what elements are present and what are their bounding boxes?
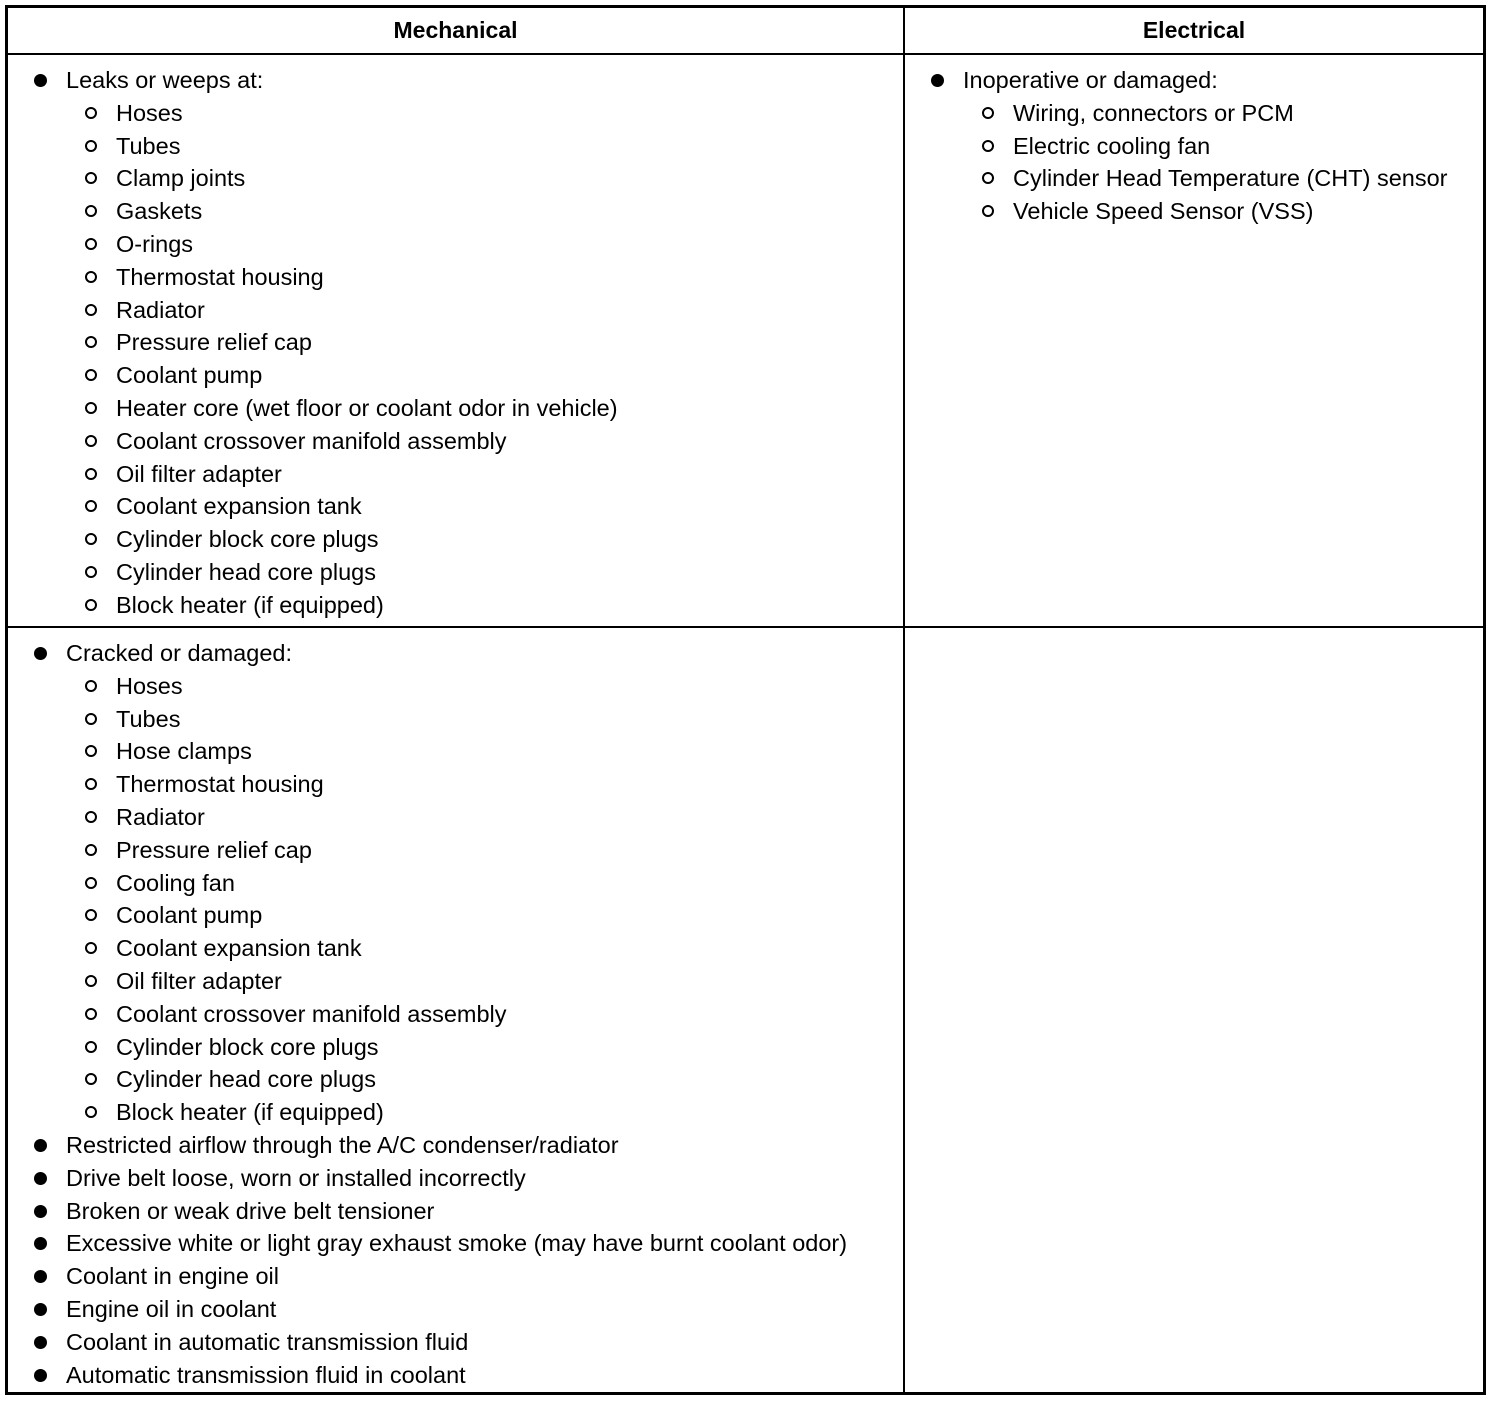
hollow-circle-bullet-icon xyxy=(982,140,994,152)
hollow-circle-bullet-icon xyxy=(982,205,994,217)
list-item-text: Gaskets xyxy=(116,198,203,225)
list-item-text: Cylinder head core plugs xyxy=(116,558,376,585)
hollow-circle-bullet-icon xyxy=(85,1041,97,1053)
list-item-text: Radiator xyxy=(116,296,205,323)
list-item-text: Coolant expansion tank xyxy=(116,935,362,962)
row1-mechanical-list xyxy=(8,64,903,622)
list-item-text: Cylinder Head Temperature (CHT) sensor xyxy=(1013,165,1448,192)
sub-list-item xyxy=(8,834,903,867)
sub-list-item xyxy=(905,195,1483,228)
hollow-circle-bullet-icon xyxy=(85,172,97,184)
sub-list-item xyxy=(8,97,903,130)
sub-list-item xyxy=(8,261,903,294)
sub-list-item xyxy=(8,801,903,834)
sub-list-item xyxy=(8,326,903,359)
filled-circle-bullet-icon xyxy=(931,74,944,87)
list-item-text: Cylinder head core plugs xyxy=(116,1066,376,1093)
sub-list-item xyxy=(8,458,903,491)
hollow-circle-bullet-icon xyxy=(85,975,97,987)
list-item-text: Engine oil in coolant xyxy=(66,1295,277,1322)
list-item-text: Coolant crossover manifold assembly xyxy=(116,1000,507,1027)
row2-electrical-cell xyxy=(905,628,1483,1392)
hollow-circle-bullet-icon xyxy=(85,713,97,725)
sub-list-item xyxy=(8,703,903,736)
hollow-circle-bullet-icon xyxy=(85,402,97,414)
list-item-text: Block heater (if equipped) xyxy=(116,591,384,618)
list-item-text: Heater core (wet floor or coolant odor in vehicle) xyxy=(116,394,618,421)
sub-list-item xyxy=(8,932,903,965)
list-item-text: Tubes xyxy=(116,132,181,159)
hollow-circle-bullet-icon xyxy=(85,500,97,512)
hollow-circle-bullet-icon xyxy=(85,1008,97,1020)
hollow-circle-bullet-icon xyxy=(85,844,97,856)
list-item-text: Cylinder block core plugs xyxy=(116,526,379,553)
filled-circle-bullet-icon xyxy=(34,1172,47,1185)
filled-circle-bullet-icon xyxy=(34,74,47,87)
list-item xyxy=(8,1293,903,1326)
list-item-text: Coolant pump xyxy=(116,362,263,389)
list-item-text: Coolant pump xyxy=(116,902,263,929)
list-item-text: Oil filter adapter xyxy=(116,967,282,994)
sub-list-item xyxy=(8,768,903,801)
list-item-text: Coolant crossover manifold assembly xyxy=(116,427,507,454)
filled-circle-bullet-icon xyxy=(34,1237,47,1250)
hollow-circle-bullet-icon xyxy=(85,107,97,119)
list-item xyxy=(8,637,903,670)
list-item-text: Pressure relief cap xyxy=(116,329,312,356)
header-electrical xyxy=(905,8,1483,55)
list-item-text: Pressure relief cap xyxy=(116,836,312,863)
sub-list-item xyxy=(8,589,903,622)
list-item-text: Cracked or damaged: xyxy=(66,640,292,666)
list-item xyxy=(8,1195,903,1228)
hollow-circle-bullet-icon xyxy=(85,304,97,316)
sub-list-item xyxy=(8,998,903,1031)
list-item-text: Coolant in engine oil xyxy=(66,1263,279,1290)
hollow-circle-bullet-icon xyxy=(85,336,97,348)
row2-mechanical-cell xyxy=(8,628,905,1392)
sub-list-item xyxy=(8,1063,903,1096)
list-item-text: Radiator xyxy=(116,803,205,830)
hollow-circle-bullet-icon xyxy=(85,533,97,545)
hollow-circle-bullet-icon xyxy=(85,680,97,692)
list-item-text: Coolant in automatic transmission fluid xyxy=(66,1328,469,1355)
hollow-circle-bullet-icon xyxy=(85,599,97,611)
list-item-text: Broken or weak drive belt tensioner xyxy=(66,1197,435,1224)
list-item xyxy=(8,1227,903,1260)
sub-list-item xyxy=(8,867,903,900)
hollow-circle-bullet-icon xyxy=(85,909,97,921)
list-item-text: Oil filter adapter xyxy=(116,460,282,487)
hollow-circle-bullet-icon xyxy=(85,1106,97,1118)
filled-circle-bullet-icon xyxy=(34,1205,47,1218)
sub-list-item xyxy=(8,735,903,768)
list-item-text: Tubes xyxy=(116,705,181,732)
sub-list-item xyxy=(8,899,903,932)
hollow-circle-bullet-icon xyxy=(85,566,97,578)
sub-list-item xyxy=(905,162,1483,195)
list-item-text: Hose clamps xyxy=(116,738,252,765)
list-item-text: Coolant expansion tank xyxy=(116,493,362,520)
sub-list-item xyxy=(8,556,903,589)
list-item-text: Electric cooling fan xyxy=(1013,132,1211,159)
hollow-circle-bullet-icon xyxy=(982,107,994,119)
list-item-text: Thermostat housing xyxy=(116,263,324,290)
filled-circle-bullet-icon xyxy=(34,1336,47,1349)
list-item xyxy=(8,64,903,97)
row2-mechanical-list xyxy=(8,637,903,1391)
list-item-text: Automatic transmission fluid in coolant xyxy=(66,1361,466,1388)
list-item-text: Thermostat housing xyxy=(116,771,324,798)
hollow-circle-bullet-icon xyxy=(85,1073,97,1085)
hollow-circle-bullet-icon xyxy=(85,468,97,480)
list-item-text: Drive belt loose, worn or installed incorrectly xyxy=(66,1164,526,1191)
list-item-text: Wiring, connectors or PCM xyxy=(1013,99,1294,126)
sub-list-item xyxy=(905,130,1483,163)
hollow-circle-bullet-icon xyxy=(85,778,97,790)
sub-list-item xyxy=(8,1031,903,1064)
sub-list-item xyxy=(8,965,903,998)
sub-list-item xyxy=(8,228,903,261)
hollow-circle-bullet-icon xyxy=(85,435,97,447)
hollow-circle-bullet-icon xyxy=(85,238,97,250)
header-electrical-label: Electrical xyxy=(1142,17,1246,43)
hollow-circle-bullet-icon xyxy=(85,942,97,954)
header-mechanical-label: Mechanical xyxy=(393,17,518,43)
list-item-text: Inoperative or damaged: xyxy=(963,67,1218,93)
filled-circle-bullet-icon xyxy=(34,1139,47,1152)
filled-circle-bullet-icon xyxy=(34,1303,47,1316)
sub-list-item xyxy=(8,359,903,392)
list-item xyxy=(8,1260,903,1293)
list-item-text: Leaks or weeps at: xyxy=(66,67,264,93)
list-item-text: Restricted airflow through the A/C condenser/radiator xyxy=(66,1131,619,1158)
list-item-text: Excessive white or light gray exhaust smoke (may have burnt coolant odor) xyxy=(66,1230,848,1257)
filled-circle-bullet-icon xyxy=(34,1369,47,1382)
hollow-circle-bullet-icon xyxy=(85,140,97,152)
list-item xyxy=(8,1359,903,1392)
hollow-circle-bullet-icon xyxy=(85,811,97,823)
row1-mechanical-cell xyxy=(8,55,905,628)
hollow-circle-bullet-icon xyxy=(85,271,97,283)
sub-list-item xyxy=(905,97,1483,130)
hollow-circle-bullet-icon xyxy=(85,369,97,381)
hollow-circle-bullet-icon xyxy=(85,745,97,757)
row1-electrical-cell xyxy=(905,55,1483,628)
diagnostic-table xyxy=(5,5,1486,1395)
list-item-text: Hoses xyxy=(116,99,183,126)
hollow-circle-bullet-icon xyxy=(982,172,994,184)
sub-list-item xyxy=(8,130,903,163)
list-item-text: Block heater (if equipped) xyxy=(116,1099,384,1126)
sub-list-item xyxy=(8,670,903,703)
sub-list-item xyxy=(8,162,903,195)
list-item xyxy=(905,64,1483,97)
sub-list-item xyxy=(8,425,903,458)
sub-list-item xyxy=(8,490,903,523)
list-item-text: Vehicle Speed Sensor (VSS) xyxy=(1013,198,1314,225)
filled-circle-bullet-icon xyxy=(34,647,47,660)
header-mechanical xyxy=(8,8,905,55)
sub-list-item xyxy=(8,195,903,228)
list-item-text: Hoses xyxy=(116,672,183,699)
list-item xyxy=(8,1162,903,1195)
filled-circle-bullet-icon xyxy=(34,1270,47,1283)
list-item xyxy=(8,1129,903,1162)
list-item-text: O-rings xyxy=(116,230,194,257)
list-item xyxy=(8,1326,903,1359)
sub-list-item xyxy=(8,294,903,327)
row1-electrical-list xyxy=(905,64,1483,228)
list-item-text: Cylinder block core plugs xyxy=(116,1033,379,1060)
hollow-circle-bullet-icon xyxy=(85,877,97,889)
sub-list-item xyxy=(8,392,903,425)
sub-list-item xyxy=(8,523,903,556)
hollow-circle-bullet-icon xyxy=(85,205,97,217)
list-item-text: Cooling fan xyxy=(116,869,235,896)
sub-list-item xyxy=(8,1096,903,1129)
list-item-text: Clamp joints xyxy=(116,165,246,192)
